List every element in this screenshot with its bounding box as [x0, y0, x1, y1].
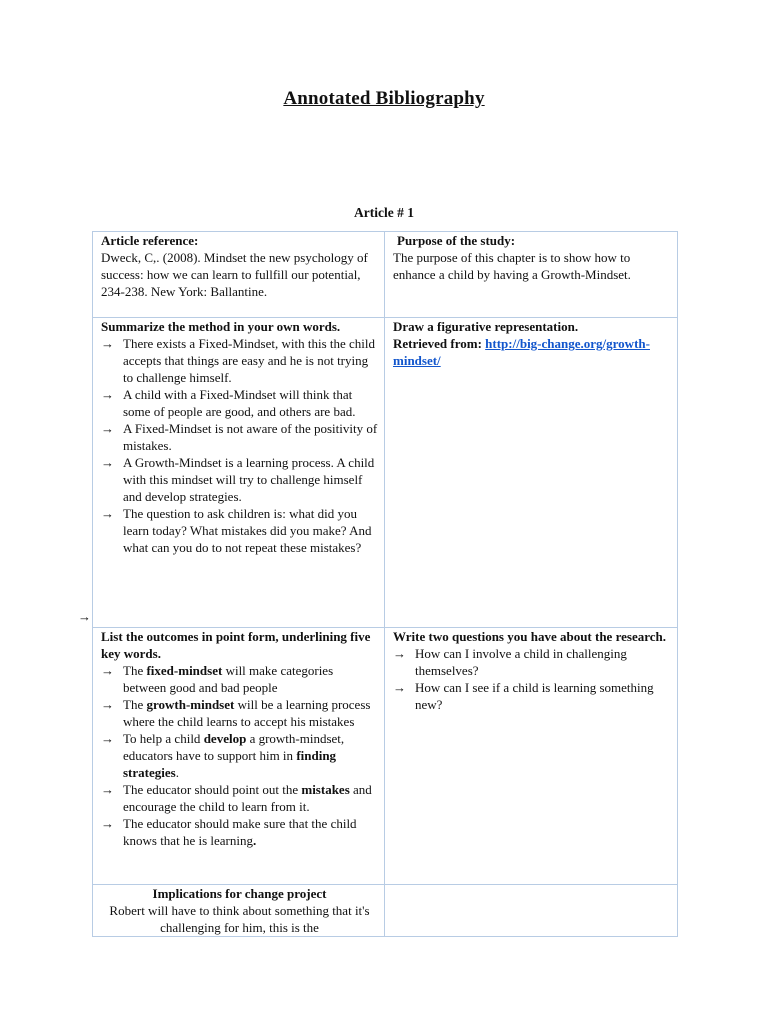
- key-word: finding strategies: [123, 748, 337, 780]
- arrow-icon: →: [101, 455, 114, 470]
- arrow-icon: →: [101, 336, 114, 351]
- list-item: → The growth-mindset will be a learning process where the child learns to accept his mistakes: [101, 697, 371, 729]
- retrieved-label: Retrieved from:: [393, 336, 482, 351]
- method-cell: [93, 318, 385, 628]
- arrow-icon: →: [101, 731, 114, 746]
- reference-label: Article reference:: [101, 233, 199, 248]
- table-row: [93, 885, 678, 937]
- figurative-label: Draw a figurative representation.: [393, 319, 579, 334]
- implications-cell: [93, 885, 385, 937]
- list-item: → The fixed-mindset will make categories between good and bad people: [101, 663, 334, 695]
- list-item: → How can I see if a child is learning something new?: [393, 680, 654, 712]
- arrow-icon: →: [101, 506, 114, 521]
- list-item: → A child with a Fixed-Mindset will think that some of people are good, and others are bad.: [101, 387, 356, 419]
- method-label: Summarize the method in your own words.: [101, 319, 341, 334]
- implications-label: Implications for change project: [152, 886, 327, 901]
- outcomes-cell: [93, 628, 385, 885]
- page-title: Annotated Bibliography: [283, 88, 485, 109]
- purpose-text: The purpose of this chapter is to show how to enhance a child by having a Growth-Mindset.: [393, 250, 631, 282]
- bibliography-table: [92, 231, 678, 937]
- arrow-icon: →: [101, 663, 114, 678]
- reference-text: Dweck, C,. (2008). Mindset the new psychology of success: how we can learn to fullfill our potential, 234-238. New York: Ballantine.: [101, 250, 368, 299]
- purpose-cell: [385, 232, 678, 318]
- questions-label: Write two questions you have about the research.: [393, 629, 666, 644]
- list-item: → The educator should point out the mistakes and encourage the child to learn from it.: [101, 782, 372, 814]
- arrow-icon: →: [101, 697, 114, 712]
- arrow-icon: →: [393, 680, 406, 695]
- questions-cell: [385, 628, 678, 885]
- key-word: growth-mindset: [146, 697, 235, 712]
- table-row: [93, 628, 678, 885]
- figurative-cell: [385, 318, 678, 628]
- table-row: [93, 232, 678, 318]
- key-word: mistakes: [301, 782, 350, 797]
- list-item: → A Growth-Mindset is a learning process. A child with this mindset will try to challenge himself and develop strategies.: [101, 455, 375, 504]
- method-list: [101, 335, 378, 556]
- arrow-icon: →: [101, 387, 114, 402]
- key-word: develop: [203, 731, 247, 746]
- key-word: fixed-mindset: [146, 663, 223, 678]
- empty-cell: [385, 885, 678, 937]
- list-item: → There exists a Fixed-Mindset, with this the child accepts that things are easy and he is not trying to challenge himself.: [101, 336, 376, 385]
- purpose-label: Purpose of the study:: [397, 233, 516, 248]
- arrow-icon: →: [101, 816, 114, 831]
- article-heading: Article # 1: [354, 205, 414, 220]
- arrow-icon: →: [393, 646, 406, 661]
- arrow-icon: →: [101, 421, 114, 436]
- key-word: .: [252, 833, 257, 848]
- implications-text: Robert will have to think about something that it's challenging for him, this is the: [109, 903, 370, 935]
- retrieved-line: [393, 335, 671, 369]
- reference-cell: [93, 232, 385, 318]
- list-item: → The educator should make sure that the child knows that he is learning.: [101, 816, 357, 848]
- list-item: → To help a child develop a growth-mindset, educators have to support him in finding strategies.: [101, 731, 345, 780]
- list-item: → How can I involve a child in challenging themselves?: [393, 646, 627, 678]
- outcomes-list: [101, 662, 378, 849]
- stray-arrow-glyph: →: [78, 609, 91, 624]
- arrow-icon: →: [101, 782, 114, 797]
- table-row: [93, 318, 678, 628]
- list-item: → The question to ask children is: what did you learn today? What mistakes did you make? And what can you do to not repeat these mistakes?: [101, 506, 372, 555]
- list-item: → A Fixed-Mindset is not aware of the positivity of mistakes.: [101, 421, 378, 453]
- questions-list: [393, 645, 671, 713]
- source-link[interactable]: http://big-change.org/growth-mindset/: [393, 336, 650, 368]
- outcomes-label: List the outcomes in point form, underlining five key words.: [101, 629, 371, 661]
